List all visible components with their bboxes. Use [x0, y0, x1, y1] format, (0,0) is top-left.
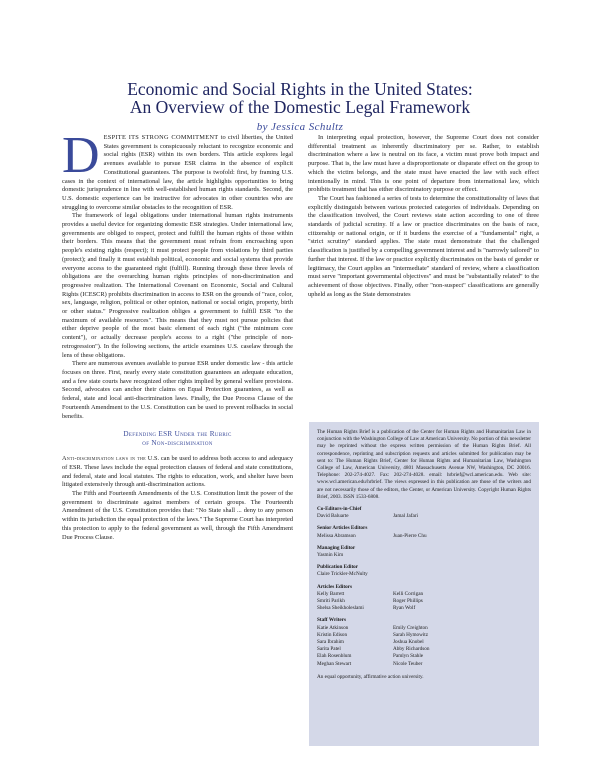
staff-name: Melissa Abramson	[317, 532, 356, 539]
staff-section-heading: Senior Articles Editors	[317, 525, 368, 532]
staff-name: Joshua Knobel	[393, 639, 424, 646]
staff-row	[317, 653, 531, 660]
staff-name: Kristin Edison	[317, 631, 348, 638]
footer-note: An equal opportunity, affirmative action university.	[317, 673, 424, 680]
staff-name: Claire Trickler-McNulty	[317, 571, 368, 578]
staff-name: Kelly Barrett	[317, 590, 345, 597]
staff-name: Sarah Hymowitz	[393, 631, 429, 638]
right-column	[308, 134, 539, 299]
staff-row	[317, 646, 531, 653]
staff-name	[393, 552, 469, 559]
article-title-line-2: An Overview of the Domestic Legal Framework	[129, 97, 471, 117]
drop-cap: D	[62, 127, 100, 184]
staff-section-heading: Publication Editor	[317, 564, 359, 571]
intro-smallcaps: ESPITE ITS STRONG COMMITMENT	[103, 134, 219, 141]
staff-name: Meghan Stewart	[317, 660, 352, 667]
masthead-sidebar	[309, 422, 539, 746]
staff-name: Elah Rosenblum	[317, 653, 352, 660]
staff-name: Roger Phillips	[393, 598, 423, 605]
staff-section-heading: Managing Editor	[317, 544, 356, 551]
paragraph: In interpreting equal protection, however, the Supreme Court does not consider differential treatment as inherently discriminatory per se. Rather, to establish discrimination where a law is neutral on its face, a victim must prove both impact and purpose. That is, the law must have a disproportionate or disparate effect on the group to which the victim belongs, and the state must have enacted the law with such effect intentionally in mind. This is one point of departure from international law, which prohibits treatment that has either discriminatory purpose or effect.	[308, 134, 539, 194]
intro-paragraph	[62, 127, 293, 212]
section-heading	[62, 430, 293, 448]
staff-row	[317, 605, 531, 612]
staff-name: Ryan Wolf	[393, 605, 416, 612]
staff-row	[317, 571, 531, 578]
paragraph: The Court has fashioned a series of tests to determine the constitutionality of laws that explicitly distinguish between various protected categories of individuals. Depending on the classification involved, the Court reviews state action according to one of three standards of judicial scrutiny. If a law or practice discriminates on the basis of race, citizenship or national origin, or if it burdens the exercise of a "fundamental" right, a "strict scrutiny" standard applies. The state must demonstrate that the challenged classification is justified by a compelling government interest and is "narrowly tailored" to further that interest. If the law or practice explicitly discriminates on the basis of gender or legitimacy, the Court applies an "intermediate" standard of review, where a classification must serve "important governmental objectives" and must be "substantially related" to the achievement of those objectives. Finally, other "non-suspect" classifications are generally upheld as long as the State demonstrates	[308, 194, 539, 298]
staff-name: Abby Richardson	[393, 646, 430, 653]
staff-name: Emily Creighton	[393, 624, 428, 631]
masthead-text: The Human Rights Brief is a publication of the Center for Human Rights and Humanitarian Law in conjunction with the Washington College of Law at American University. No portion of this newsletter may be reprinted without the express written permission of the Human Rights Brief. All correspondence, reprinting and subscription requests and articles submitted for publication may be sent to: The Human Rights Brief, Center for Human Rights and Humanitarian Law, Washington College of Law, American University, 4801 Massachusetts Avenue NW, Washington, DC 20016. Telephone: 202-274-4027. Fax: 202-274-4028. email: hrbrief@wcl.american.edu. Web site: www.wcl.american.edu/hrbrief. The views expressed in this publication are those of the writers and are not necessarily those of the editors, the Center, or American University. Copyright Human Rights Brief, 2003. ISSN 1533-6808.	[317, 429, 531, 500]
paragraph	[62, 455, 293, 490]
staff-name: Yasmin Kim	[317, 552, 344, 559]
staff-name: Katie Atkinson	[317, 624, 349, 631]
staff-row	[317, 591, 531, 598]
left-column	[62, 127, 293, 542]
paragraph: The Fifth and Fourteenth Amendments of the U.S. Constitution limit the power of the government to discriminate against members of certain groups. The Fourteenth Amendment of the U.S. Constitution provides that: "No State shall ... deny to any person within its jurisdiction the equal protection of the laws." The Supreme Court has interpreted this protection to apply to the federal government as well, through the Fifth Amendment Due Process Clause.	[62, 490, 293, 541]
staff-row	[317, 632, 531, 639]
staff-row	[317, 513, 531, 520]
byline: by Jessica Schultz	[256, 121, 344, 133]
staff-section-heading: Staff Writers	[317, 617, 347, 624]
staff-row	[317, 661, 531, 668]
paragraph: There are numerous avenues available to pursue ESR under domestic law - this article focuses on three. First, nearly every state constitution guarantees an adequate education, and a few state courts have recognized other rights implied by general welfare provisions. Second, advocates can anchor their claims on Equal Protection guarantees, as well as federal, state and local anti-discrimination laws. Finally, the Due Process Clause of the Fourteenth Amendment to the U.S. Constitution can be used to prevent rollbacks in social benefits.	[62, 360, 293, 420]
staff-name: Shelsa Sheikholeslami	[317, 605, 364, 612]
section-heading-line: of Non-discrimination	[142, 439, 213, 448]
staff-name: Smriti Parikh	[317, 598, 345, 605]
staff-row	[317, 533, 531, 540]
staff-row	[317, 639, 531, 646]
paragraph-text: U.S. can be used to address both access to and adequacy of ESR. These laws include the equal protection clauses of federal and state constitutions, and federal, state and local statutes. The rights to education, work, and shelter have been litigated extensively through anti-discrimination actions.	[62, 455, 293, 489]
staff-name: Jamal Jafari	[393, 513, 418, 520]
staff-row	[317, 625, 531, 632]
paragraph: The framework of legal obligations under international human rights instruments provides a useful device for organizing domestic ESR strategies. Under international law, governments are obliged to respect, protect and fulfill the human rights of those within their borders. This means that the government must refrain from encroaching upon people's existing rights (respect); it must protect people from violations by third parties (protect); and finally it must establish political, economic and social systems that provide everyone access to the guaranteed right (fulfill). Running through these three levels of obligations are the overarching human rights principles of non-discrimination and progressive realization. The International Covenant on Economic, Social and Cultural Rights (ICESCR) prohibits discrimination in access to ESR on the grounds of "race, color, sex, language, religion, political or other opinion, national or social origin, property, birth or other status." Progressive realization obliges a government to fulfill ESR "to the maximum of available resources". This means that they must not pursue policies that either deprive people of the most basic element of each right ("the minimum core content"), or actually decrease people's access to a right ("the principle of non-retrogression"). In the following sections, the article examines U.S. caselaw through the lens of these obligations.	[62, 212, 293, 359]
staff-row	[317, 552, 531, 559]
staff-list	[317, 506, 531, 668]
staff-section-heading: Articles Editors	[317, 583, 353, 590]
staff-name: Sara Ibrahim	[317, 639, 344, 646]
staff-section-heading: Co-Editors-in-Chief	[317, 506, 362, 513]
staff-name	[393, 571, 469, 578]
section-heading-line: Defending ESR Under the Rubric	[123, 430, 232, 439]
staff-name: Juan-Pierre Chu	[393, 532, 427, 539]
staff-row	[317, 598, 531, 605]
staff-name: Kelli Corrigan	[393, 590, 424, 597]
paragraph-smallcaps: Anti-discrimination laws in the	[62, 455, 146, 463]
staff-name: Pamlyn Stahle	[393, 653, 424, 660]
article-title-line-1: Economic and Social Rights in the United States:	[127, 79, 473, 99]
staff-name: David Baluarte	[317, 513, 349, 520]
intro-text: to civil liberties, the United States government is conspicuously reluctant to recognize economic and social rights (ESR) within its own borders. This article explores legal avenues available to pursue ESR claims in the absence of explicit Constitutional guarantees. The purpose is twofold: first, by framing U.S. cases in the context of international law, the article highlights opportunities to bring domestic jurisprudence in line with well-established human rights standards. Second, the U.S. domestic experience can be instructive for advocates in other countries who are struggling to overcome similar obstacles to the recognition of ESR.	[62, 134, 293, 211]
staff-name: Sarita Patel	[317, 646, 341, 653]
staff-name: Nicole Teuber	[393, 660, 423, 667]
